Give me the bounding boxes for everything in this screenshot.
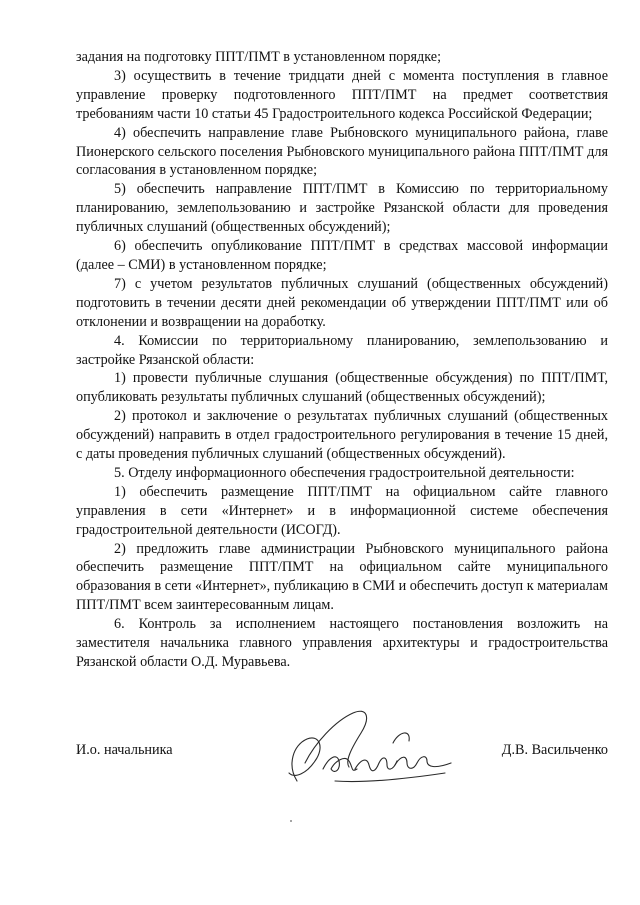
signatory-title: И.о. начальника: [76, 742, 173, 758]
paragraph-item-4: 4) обеспечить направление главе Рыбновского муниципального района, главе Пионерского сельского поселения Рыбновского муниципального района ППТ/ПМТ для согласования в установленном порядке;: [76, 124, 608, 179]
scan-speck: [290, 820, 292, 822]
paragraph-section-4: 4. Комиссии по территориальному планированию, землепользованию и застройке Рязанской области:: [76, 332, 608, 368]
paragraph-item-7: 7) с учетом результатов публичных слушаний (общественных обсуждений) подготовить в течении десяти дней рекомендации об утверждении ППТ/ПМТ или об отклонении и возвращении на доработку.: [76, 275, 608, 330]
paragraph-section-5-item-2: 2) предложить главе администрации Рыбновского муниципального района обеспечить размещение ППТ/ПМТ на официальном сайте муниципального образования в сети «Интернет», публикацию в СМИ и обеспечить доступ к материалам ППТ/ПМТ всем заинтересованным лицам.: [76, 540, 608, 614]
paragraph-section-5: 5. Отделу информационного обеспечения градостроительной деятельности:: [114, 464, 575, 481]
paragraph-section-4-item-2: 2) протокол и заключение о результатах публичных слушаний (общественных обсуждений) направить в отдел градостроительного регулирования в течение 15 дней, с даты проведения публичных слушаний (общественных обсуждений).: [76, 408, 608, 463]
paragraph-item-6: 6) обеспечить опубликование ППТ/ПМТ в средствах массовой информации (далее – СМИ) в установленном порядке;: [76, 238, 608, 273]
signatory-name: Д.В. Васильченко: [501, 742, 608, 758]
handwritten-signature: [275, 703, 465, 795]
paragraph-continuation: задания на подготовку ППТ/ПМТ в установленном порядке;: [76, 49, 442, 65]
paragraph-section-6: 6. Контроль за исполнением настоящего постановления возложить на заместителя начальника главного управления архитектуры и градостроительства Рязанской области О.Д. Муравьева.: [76, 616, 608, 670]
paragraph-section-5-item-1: 1) обеспечить размещение ППТ/ПМТ на официальном сайте главного управления в сети «Интернет» и в информационной системе обеспечения градостроительной деятельности (ИСОГД).: [76, 483, 608, 538]
paragraph-section-4-item-1: 1) провести публичные слушания (общественные обсуждения) по ППТ/ПМТ, опубликовать результаты публичных слушаний (общественных обсуждений);: [76, 370, 608, 406]
paragraph-item-5: 5) обеспечить направление ППТ/ПМТ в Комиссию по территориальному планированию, землепользованию и застройке Рязанской области для проведения публичных слушаний (общественных обсуждений);: [76, 181, 608, 236]
paragraph-item-3: 3) осуществить в течение тридцати дней с момента поступления в главное управление проверку подготовленного ППТ/ПМТ на предмет соответствия требованиям части 10 статьи 45 Градостроительного кодекса Российской Федерации;: [76, 67, 608, 122]
document-body: [76, 48, 608, 672]
